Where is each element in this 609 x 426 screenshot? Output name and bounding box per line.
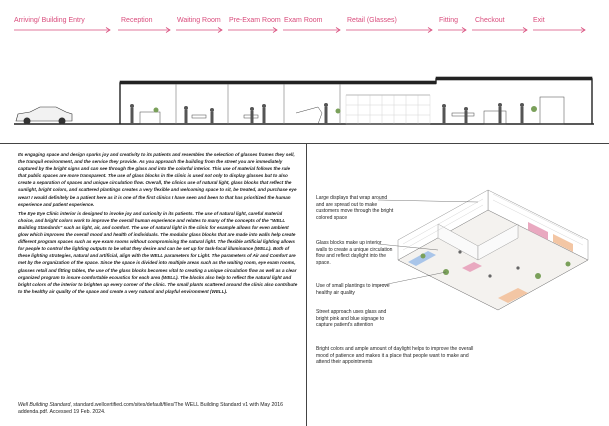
callout-large-displays: Large displays that wrap around and are spread out to make customers move through the bright colored space: [316, 195, 394, 221]
horizontal-divider: [0, 143, 609, 144]
callout-street-approach: Street approach uses glass and bright pink and blue signage to capture patient's attention: [316, 309, 387, 328]
callout-bright-colors: Bright colors and ample amount of daylight helps to improve the overall mood of patience and makes it a place that people want to make and attend their appointments: [316, 346, 474, 365]
flow-step-arriving: Arriving/ Building Entry: [14, 17, 85, 24]
flow-step-reception: Reception: [121, 17, 153, 24]
flow-step-fitting: Fitting: [439, 17, 459, 24]
flow-step-checkout: Checkout: [475, 17, 505, 24]
citation-details: , standard.wellcertified.com/sites/default/files/The WELL Building Standard v1 with May 2016 addenda.pdf. Accessed 19 Feb. 2024.: [18, 402, 283, 415]
people-figures: [130, 103, 524, 124]
axonometric-floor-plan: [378, 180, 608, 330]
flow-step-pre-exam: Pre-Exam Room: [229, 17, 281, 24]
flow-step-exit: Exit: [533, 17, 545, 24]
flow-step-retail: Retail (Glasses): [347, 17, 397, 24]
flow-step-waiting: Waiting Room: [177, 17, 221, 24]
callout-plantings: Use of small plantings to improve healthy air quality: [316, 283, 390, 296]
essay-paragraph-1: Its engaging space and design sparks joy and creativity to its patients and resembles the selection of glasses frames they sell, the tranquil environment, and the service they provide. As you approach the building from the street you are immediately captured by the bright signs and can see through the glass and into the colorful interior. This use of material follows the rule that public spaces are more transparent. The use of glass blocks in the clinic is used not only to display glasses but to also create a separation of spaces and unique circulation flow. Overall, the clinics use of natural light, glass blocks that reflect the sunlight, bright colors, and scattered plantings creates a very flexible and welcoming space to sit, be treated, and purchase eye wear! I would definitely be a patient here as it is one of the first clinics I have seen and been to that has prioritized the human experience and patient experience.: [18, 152, 297, 207]
flow-step-exam: Exam Room: [284, 17, 323, 24]
citation: [18, 402, 300, 416]
vertical-divider: [306, 143, 307, 426]
callout-glass-blocks: Glass blocks make up interior walls to create a unique circulation flow and reflect daylight into the space.: [316, 240, 393, 266]
glass-block-wall: [346, 95, 430, 124]
building-section-drawing: [0, 55, 609, 135]
circulation-flow-diagram: [0, 0, 609, 40]
citation-title: Well Building Standard: [18, 402, 71, 408]
essay-text: [18, 151, 298, 297]
car-illustration: [16, 107, 72, 124]
essay-paragraph-2: The Eye Eye Clinic interior is designed to invoke joy and curiosity in its patients. The use of natural light, careful material choice, and bright colors work to improve the overall human experience and relates to many of the concepts of the "WELL Building Standards" such as light, air, and comfort. The use of natural light in the clinic for example allows for even ambient glow which improves the overall mood and health of individuals. The modular glass blocks that are made into walls help create different program spaces such as eye exam rooms without compromising the natural light. The flexible artificial lighting allows for people to control the lighting outputs to be what they desire and can be set up for task-focal illuminance (WELL). Both of these lighting strategies, natural and artificial, align with the WELL parameters for Light. The parameters of Air and Comfort are met by the organization of the space. Since the space is divided into multiple areas such as the waiting room, eye exam rooms, glasses retail and fitting tables, the use of the glass blocks becomes vital to creating a unique circulation flow as well as a clear organized program to insure comfortable ecoustics for each area (WELL). The blocks also help to reflect the natural light and bright colors of the interior to brighten up every corner of the clinic. The small plants scattered around the clinic also contribute to the healthy air quality of the space and create a very natural and playful environment (WELL).: [18, 210, 298, 294]
